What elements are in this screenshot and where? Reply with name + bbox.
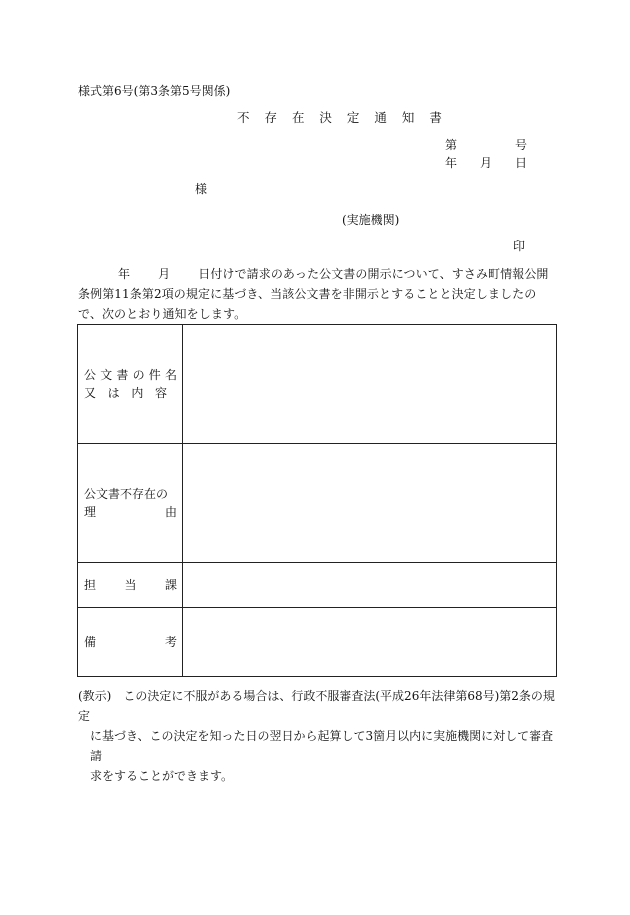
disclosure-form-table: [77, 324, 557, 677]
department-label: 担 当 課: [78, 563, 183, 608]
addressee-honorific: 様: [195, 182, 208, 196]
appeal-notice: [78, 686, 560, 786]
document-name-label: 公 文 書 の 件 名 又 は 内 容: [78, 325, 183, 444]
body-text: 日付けで請求のあった公文書の開示について、すさみ町情報公開条例第11条第2項の規定に基づき、当該公文書を非開示とすることと決定しましたので、次のとおり通知をします。: [78, 267, 549, 321]
number-suffix: 号: [514, 138, 527, 152]
number-prefix: 第: [445, 138, 458, 152]
department-field[interactable]: [183, 563, 557, 608]
notice-head: (教示): [78, 689, 112, 703]
nonexistence-reason-label: 公文書不存在の 理 由: [78, 444, 183, 563]
document-name-field[interactable]: [183, 325, 557, 444]
body-paragraph: [78, 264, 558, 324]
date-year: 年: [445, 156, 458, 170]
document-title: 不 存 在 決 定 通 知 書: [237, 110, 448, 125]
nonexistence-reason-field[interactable]: [183, 444, 557, 563]
table-row: [78, 608, 557, 677]
notice-line-2: に基づき、この決定を知った日の翌日から起算して3箇月以内に実施機関に対して審査請: [90, 729, 554, 763]
body-month: 月: [158, 267, 171, 281]
date-day: 日: [514, 156, 527, 170]
table-row: [78, 444, 557, 563]
date-line: [445, 155, 527, 171]
notice-line-1: この決定に不服がある場合は、行政不服審査法(平成26年法律第68号)第2条の規定: [78, 689, 555, 723]
table-row: [78, 563, 557, 608]
document-number-line: [445, 137, 527, 153]
seal-mark: 印: [513, 239, 526, 253]
table-row: [78, 325, 557, 444]
notice-line-3: 求をすることができます。: [90, 769, 234, 783]
issuer-label: (実施機関): [342, 213, 400, 227]
remarks-label: 備 考: [78, 608, 183, 677]
date-month: 月: [479, 156, 492, 170]
body-year: 年: [118, 267, 131, 281]
remarks-field[interactable]: [183, 608, 557, 677]
form-number-label: 様式第6号(第3条第5号関係): [78, 84, 231, 98]
